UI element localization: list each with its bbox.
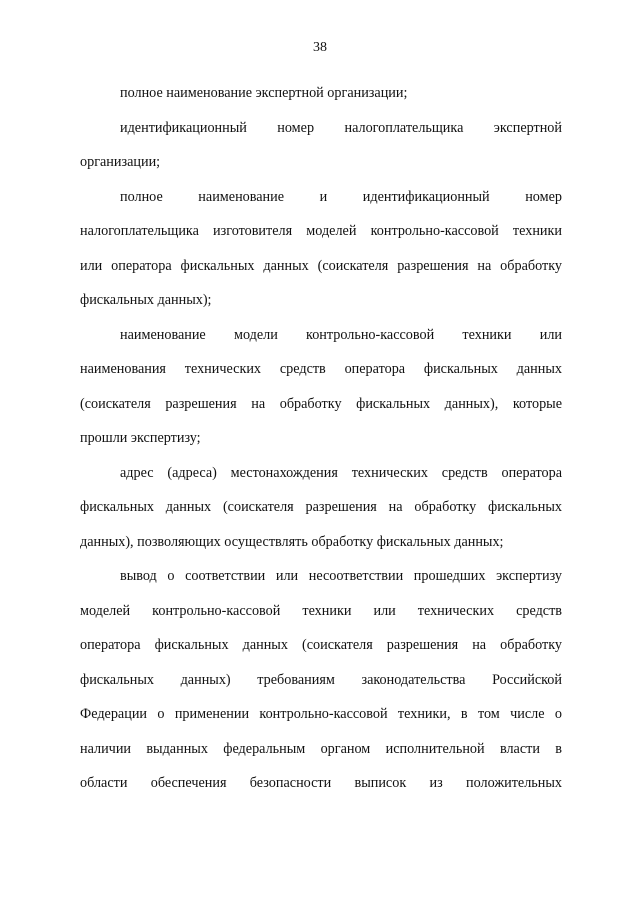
text-line: вывод о соответствии или несоответствии прошедших экспертизу bbox=[120, 568, 562, 584]
text-line: фискальных данных (соискателя разрешения на обработку фискальных bbox=[80, 499, 562, 515]
text-line: организации; bbox=[80, 154, 161, 170]
text-line: фискальных данных); bbox=[80, 292, 212, 308]
text-line: Федерации о применении контрольно-кассовой техники, в том числе о bbox=[80, 706, 562, 722]
text-line: полное наименование и идентификационный номер bbox=[120, 188, 562, 205]
text-line: налогоплательщика изготовителя моделей контрольно-кассовой техники bbox=[80, 223, 562, 239]
text-line: наименования технических средств оператора фискальных данных bbox=[80, 361, 562, 377]
text-line: области обеспечения безопасности выписок из положительных bbox=[80, 775, 562, 791]
page-number: 38 bbox=[313, 40, 327, 55]
text-line: идентификационный номер налогоплательщика экспертной bbox=[120, 119, 562, 136]
text-line: полное наименование экспертной организации; bbox=[120, 85, 408, 101]
text-line: наличии выданных федеральным органом исполнительной власти в bbox=[80, 740, 562, 757]
text-line: наименование модели контрольно-кассовой техники или bbox=[120, 326, 562, 343]
text-line: или оператора фискальных данных (соискателя разрешения на обработку bbox=[80, 257, 562, 274]
text-line: адрес (адреса) местонахождения технических средств оператора bbox=[120, 464, 562, 481]
text-line: моделей контрольно-кассовой техники или технических средств bbox=[80, 602, 562, 619]
text-line: (соискателя разрешения на обработку фискальных данных), которые bbox=[80, 395, 562, 412]
text-line: прошли экспертизу; bbox=[80, 430, 201, 446]
text-line: данных), позволяющих осуществлять обработку фискальных данных; bbox=[80, 533, 504, 550]
text-line: фискальных данных) требованиям законодательства Российской bbox=[80, 671, 562, 688]
text-line: оператора фискальных данных (соискателя разрешения на обработку bbox=[80, 637, 562, 653]
body-text bbox=[80, 76, 562, 801]
